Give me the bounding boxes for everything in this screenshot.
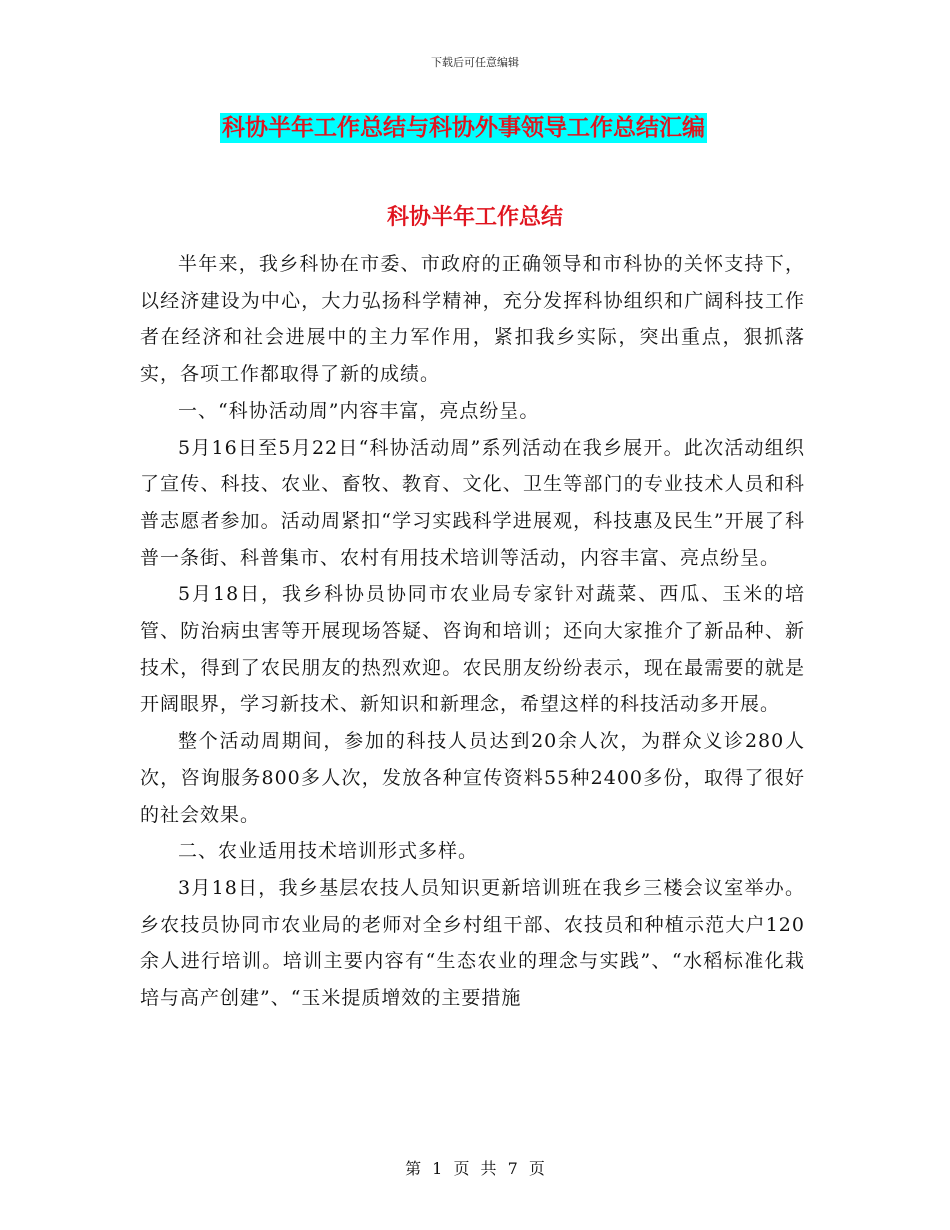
document-body <box>140 246 805 1017</box>
paragraph: 5月18日，我乡科协员协同市农业局专家针对蔬菜、西瓜、玉米的培管、防治病虫害等开展现场答疑、咨询和培训；还向大家推介了新品种、新技术，得到了农民朋友的热烈欢迎。农民朋友纷纷表示，现在最需要的就是开阔眼界，学习新技术、新知识和新理念，希望这样的科技活动多开展。 <box>140 583 805 716</box>
paragraph: 一、“科协活动周”内容丰富，亮点纷呈。 <box>178 399 540 422</box>
paragraph: 整个活动周期间，参加的科技人员达到20余人次，为群众义诊280人次，咨询服务800多人次，发放各种宣传资料55种2400多份，取得了很好的社会效果。 <box>140 730 805 826</box>
document-title: 科协半年工作总结与科协外事领导工作总结汇编 <box>222 114 705 141</box>
section-title: 科协半年工作总结 <box>386 204 563 230</box>
paragraph: 二、农业适用技术培训形式多样。 <box>178 840 479 863</box>
paragraph: 3月18日，我乡基层农技人员知识更新培训班在我乡三楼会议室举办。乡农技员协同市农业局的老师对全乡村组干部、农技员和种植示范大户120余人进行培训。培训主要内容有“生态农业的理念与实践”、“水稻标准化栽培与高产创建”、“玉米提质增效的主要措施 <box>140 876 805 1010</box>
page-footer: 第 1 页 共 7 页 <box>405 1159 545 1178</box>
paragraph: 5月16日至5月22日“科协活动周”系列活动在我乡展开。此次活动组织了宣传、科技、农业、畜牧、教育、文化、卫生等部门的专业技术人员和科普志愿者参加。活动周紧扣“学习实践科学进展观，科技惠及民生”开展了科普一条街、科普集市、农村有用技术培训等活动，内容丰富、亮点纷呈。 <box>140 436 805 569</box>
paragraph: 半年来，我乡科协在市委、市政府的正确领导和市科协的关怀支持下，以经济建设为中心，大力弘扬科学精神，充分发挥科协组织和广阔科技工作者在经济和社会进展中的主力军作用，紧扣我乡实际，突出重点，狠抓落实，各项工作都取得了新的成绩。 <box>140 253 805 386</box>
header-note: 下载后可任意编辑 <box>431 56 519 69</box>
